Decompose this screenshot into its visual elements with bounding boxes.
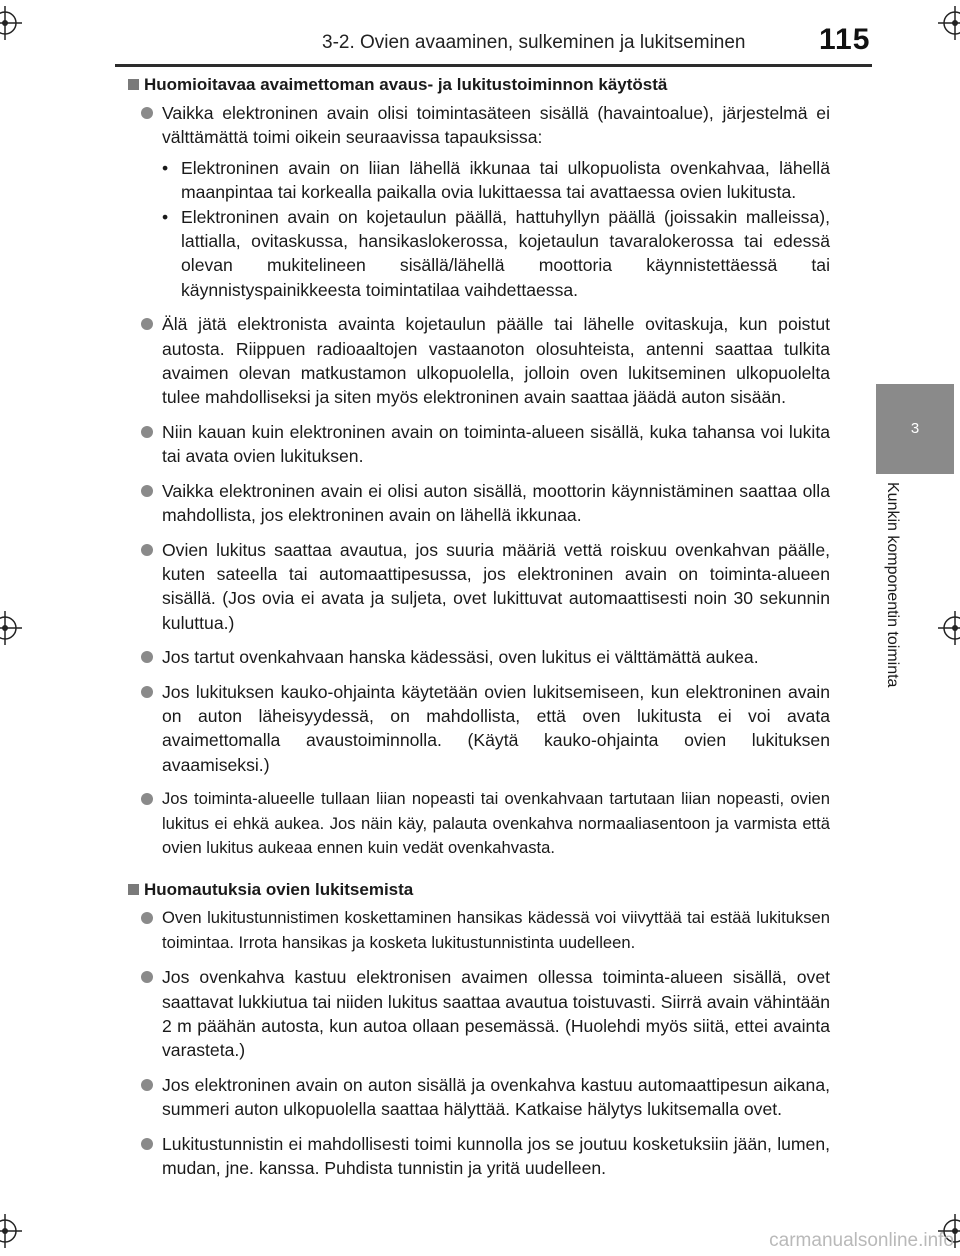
section-heading	[128, 878, 830, 902]
bullet-item	[128, 312, 830, 410]
dot-marker-icon: •	[162, 157, 169, 178]
square-bullet-icon	[128, 79, 139, 90]
bullet-text: Vaikka elektroninen avain olisi toimintasäteen sisällä (havaintoalue), järjestelmä ei välttämättä toimi oikein seuraavissa tapauksissa:	[162, 103, 830, 148]
bullet-text: Älä jätä elektronista avainta kojetaulun päälle tai lähelle ovitaskuja, kun poistut autosta. Riippuen radioaaltojen vastaanoton olosuhteista, antenni saattaa tulkita avaimen olevan matkustamon ulkopuolella, jolloin oven lukitseminen ulkopuolelta tulee mahdolliseksi ja siten myös elektroninen avain saattaa jäädä auton sisään.	[162, 314, 830, 408]
round-bullet-icon	[141, 1079, 153, 1091]
bullet-item	[128, 1132, 830, 1181]
registration-mark-bottom-left	[0, 1214, 22, 1248]
bullet-item	[128, 538, 830, 636]
registration-mark-top-left	[0, 6, 22, 40]
bullet-text: Jos elektroninen avain on auton sisällä ja ovenkahva kastuu automaattipesun aikana, summeri auton ulkopuolella saattaa hälyttää. Katkaise hälytys lukitsemalla ovet.	[162, 1074, 830, 1120]
bullet-item	[128, 906, 830, 955]
round-bullet-icon	[141, 793, 153, 805]
page-content	[128, 73, 830, 1190]
dot-marker-icon: •	[162, 206, 169, 227]
bullet-item	[128, 1073, 830, 1122]
bullet-text: Jos tartut ovenkahvaan hanska kädessäsi, oven lukitus ei välttämättä aukea.	[162, 647, 759, 668]
bullet-text: Jos lukituksen kauko-ohjainta käytetään ovien lukitsemiseen, kun elektroninen avain on auton läheisyydessä, on mahdollista, että oven lukitusta ei voi avata avaimettomalla avaustoiminnolla. (Käytä kauko-ohjainta ovien lukituksen avaamiseksi.)	[162, 681, 830, 775]
section-heading	[128, 73, 830, 97]
round-bullet-icon	[141, 485, 153, 497]
bullet-text: Vaikka elektroninen avain ei olisi auton sisällä, moottorin käynnistäminen saattaa olla mahdollista, jos elektroninen avain on lähellä ikkunaa.	[162, 480, 830, 526]
header-divider	[115, 64, 872, 67]
running-header-title: 3-2. Ovien avaaminen, sulkeminen ja lukitseminen	[322, 32, 746, 53]
bullet-text: Jos toiminta-alueelle tullaan liian nopeasti tai ovenkahvaan tartutaan liian nopeasti, ovien lukitus ei ehkä aukea. Jos näin käy, palauta ovenkahva normaaliasentoon ja varmista että ovien lukitus aukeaa ennen kuin vedät ovenkahvasta.	[162, 789, 830, 857]
registration-mark-mid-right	[938, 611, 960, 645]
page-number: 115	[819, 23, 871, 56]
bullet-item	[128, 645, 830, 669]
round-bullet-icon	[141, 544, 153, 556]
chapter-label-vertical	[883, 482, 903, 722]
bullet-item	[128, 101, 830, 150]
sub-list	[162, 156, 830, 302]
chapter-label-text: Kunkin komponentin toiminta	[884, 482, 901, 688]
round-bullet-icon	[141, 912, 153, 924]
chapter-number: 3	[910, 420, 920, 437]
watermark: carmanualsonline.info	[769, 1230, 954, 1251]
round-bullet-icon	[141, 651, 153, 663]
sub-list-item	[162, 205, 830, 303]
round-bullet-icon	[141, 686, 153, 698]
bullet-text: Jos ovenkahva kastuu elektronisen avaimen ollessa toiminta-alueen sisällä, ovet saattavat lukkiutua tai niiden lukitus saattaa avautua toistuvasti. Siirrä avain vähintään 2 m päähän autosta, kun autoa ollaan pesemässä. (Huolehdi myös siitä, ettei avainta varasteta.)	[162, 967, 830, 1061]
round-bullet-icon	[141, 1138, 153, 1150]
registration-mark-top-right	[938, 6, 960, 40]
round-bullet-icon	[141, 107, 153, 119]
bullet-text: Niin kauan kuin elektroninen avain on toiminta-alueen sisällä, kuka tahansa voi lukita tai avata ovien lukituksen.	[162, 421, 830, 467]
bullet-item	[128, 420, 830, 469]
round-bullet-icon	[141, 318, 153, 330]
sub-list-text: Elektroninen avain on kojetaulun päällä, hattuhyllyn päällä (joissakin malleissa), lattialla, ovitaskussa, hansikaslokerossa, kojetaulun tavaralokerossa tai edessä olevan mukitelineen sisällä/lähellä moottoria käynnistettäessä tai käynnistyspainikkeesta toimintatilaa vaihdettaessa.	[181, 206, 830, 300]
round-bullet-icon	[141, 426, 153, 438]
bullet-item	[128, 787, 830, 860]
chapter-tab	[876, 384, 954, 474]
bullet-item	[128, 680, 830, 778]
sub-list-item	[162, 156, 830, 205]
square-bullet-icon	[128, 884, 139, 895]
sub-list-text: Elektroninen avain on liian lähellä ikkunaa tai ulkopuolista ovenkahvaa, lähellä maanpintaa tai korkealla paikalla ovia lukittaessa tai avattaessa ovien lukitusta.	[181, 157, 830, 203]
bullet-text: Oven lukitustunnistimen koskettaminen hansikas kädessä voi viivyttää tai estää lukituksen toimintaa. Irrota hansikas ja kosketa lukitustunnistinta uudelleen.	[162, 908, 830, 952]
bullet-item	[128, 965, 830, 1063]
round-bullet-icon	[141, 971, 153, 983]
registration-mark-mid-left	[0, 611, 22, 645]
section-heading-text: Huomautuksia ovien lukitsemista	[144, 880, 414, 900]
bullet-item	[128, 479, 830, 528]
bullet-text: Ovien lukitus saattaa avautua, jos suuria määriä vettä roiskuu ovenkahvan päälle, kuten sateella tai automaattipesussa, jos elektroninen avain on toiminta-alueen sisällä. (Jos ovia ei avata ja suljeta, ovet lukittuvat automaattisesti noin 30 sekunnin kuluttua.)	[162, 539, 830, 633]
section-heading-text: Huomioitavaa avaimettoman avaus- ja lukitustoiminnon käytöstä	[144, 75, 668, 94]
bullet-text: Lukitustunnistin ei mahdollisesti toimi kunnolla jos se joutuu kosketuksiin jään, lumen, mudan, jne. kanssa. Puhdista tunnistin ja yritä uudelleen.	[162, 1133, 830, 1179]
